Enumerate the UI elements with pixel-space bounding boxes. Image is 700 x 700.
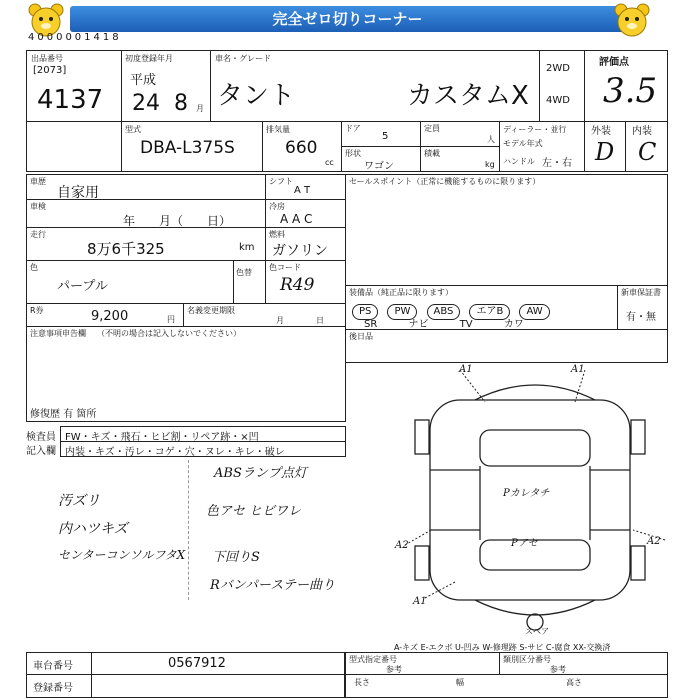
notes-sub: （不明の場合は記入しないでください）: [97, 329, 241, 338]
recycle-unit: 円: [167, 315, 175, 324]
score-label: 評価点: [599, 57, 629, 68]
load-unit: kg: [485, 160, 495, 169]
header: [0, 0, 700, 42]
equip-airbag: エアB: [469, 304, 510, 320]
model-value: DBA-L375S: [140, 138, 235, 158]
equip-navi: ナビ: [408, 319, 429, 330]
repair-history: [30, 405, 96, 420]
drive-2wd: 2WD: [546, 63, 570, 74]
sales-point-cell: [345, 174, 668, 286]
sales-point-label: セールスポイント（正常に機能するものに限ります）: [349, 177, 541, 186]
interior-score-cell: [625, 121, 668, 172]
fuel-value: ガソリン: [272, 243, 328, 259]
lot-cell: [26, 50, 122, 122]
reg-label: 登録番号: [33, 683, 73, 694]
mileage-value: 8万6千325: [87, 240, 165, 258]
warranty-value: 有・無: [626, 312, 656, 323]
mileage-unit: km: [239, 242, 255, 253]
color-code: R49: [280, 275, 315, 295]
deadline-cell: [183, 303, 346, 327]
mark-a1-front-left: A1: [459, 364, 473, 375]
registration-era: 平成: [130, 73, 157, 88]
height-label: 高さ: [566, 678, 582, 687]
mark-a1-rear: A1: [413, 596, 427, 607]
divider: [188, 460, 190, 600]
equip-ps: PS: [352, 304, 378, 320]
shift-value: A T: [294, 185, 311, 196]
note-right-3: 下回りS: [212, 550, 260, 565]
interior-legend: 内装・キズ・汚レ・コゲ・穴・ヌレ・キレ・破レ: [65, 447, 285, 458]
car-name-label: 車名・グレード: [215, 54, 271, 63]
reg-value-cell: [91, 674, 345, 698]
handle-label: ハンドル: [503, 157, 535, 166]
bear-logo-icon: [612, 2, 652, 38]
dealer-label: ディーラー・並行: [503, 125, 567, 134]
color-code-cell: [265, 260, 346, 304]
color-cell: [26, 260, 234, 304]
chassis-value-cell: [91, 652, 345, 675]
registration-cell: [121, 50, 211, 122]
equip-aw: AW: [519, 304, 549, 320]
interior-legend-row: [60, 441, 346, 457]
note-left-3: センターコンソルフタX: [58, 548, 186, 562]
model-cell: [121, 121, 263, 172]
body-value: ワゴン: [364, 161, 394, 172]
model-label: 型式: [125, 125, 141, 134]
equipment-cell: [345, 285, 618, 330]
inspection-label: 車検: [30, 202, 46, 211]
paint-cell: [233, 260, 266, 304]
recycle-value: 9,200: [91, 309, 129, 324]
interior-label: 内装: [632, 126, 652, 137]
car-name-cell: [210, 50, 540, 122]
displacement-unit: cc: [325, 158, 334, 167]
damage-legend: A-キズ E-エクボ U-凹み W-修理跡 S-サビ C-腐食 XX-交換済: [394, 643, 611, 652]
displacement-cell: [262, 121, 342, 172]
class-label: 類別区分番号: [503, 655, 551, 664]
usage-label: 車歴: [30, 177, 46, 186]
class-cell: [499, 652, 668, 675]
handle-value: 左・右: [542, 158, 572, 169]
exterior-legend-row: [60, 426, 346, 442]
displacement-label: 排気量: [266, 125, 290, 134]
chassis-label: 車台番号: [33, 661, 73, 672]
color-code-label: 色コード: [269, 263, 301, 272]
car-name: タント: [217, 81, 296, 111]
lot-code: [2073]: [33, 65, 67, 76]
inspector-label: 検査員: [26, 432, 56, 443]
class-ref: 参考: [550, 665, 566, 674]
car-grade: カスタムX: [407, 81, 529, 111]
recycle-cell: [26, 303, 184, 327]
spare-label: スペア: [525, 627, 549, 636]
equip-sr: SR: [364, 319, 378, 330]
load-label: 積載: [424, 149, 440, 158]
doors-cell: [341, 121, 421, 147]
score-value: 3.5: [603, 71, 658, 111]
equipment-label: 装備品（純正品に限ります）: [349, 288, 453, 297]
mark-a2-right: A2: [647, 536, 661, 547]
note-right-4: Rバンパーステー曲り: [210, 578, 335, 593]
note-left-1: 汚ズリ: [58, 493, 100, 509]
mark-a1-front-right: A1: [571, 364, 585, 375]
exterior-label: 外装: [591, 126, 611, 137]
ac-value: A A C: [280, 212, 313, 226]
equip-pw: PW: [387, 304, 417, 320]
body-cell: [341, 146, 421, 172]
exterior-score: D: [595, 138, 615, 166]
exterior-score-cell: [584, 121, 626, 172]
chassis-number: 0567912: [168, 656, 226, 671]
usage-cell: [26, 174, 266, 200]
drive-cell: [539, 50, 585, 122]
dealer-model-year: モデル年式: [503, 139, 543, 148]
mark-p-fade: Pアセ: [511, 538, 538, 549]
reg-label-cell: [26, 674, 92, 698]
deadline-day: 日: [316, 316, 324, 325]
dealer-cell: [499, 121, 585, 172]
note-right-1: ABSランプ点灯: [214, 466, 307, 481]
load-cell: [420, 146, 500, 172]
paint-label: 色替: [236, 268, 252, 277]
body-label: 形状: [345, 149, 361, 158]
repair-label: 修復歴: [30, 409, 60, 420]
shift-cell: [265, 174, 346, 200]
length-label: 長さ: [354, 678, 370, 687]
registration-label: 初度登録年月: [125, 54, 173, 63]
record-label: 記入欄: [26, 446, 56, 457]
warranty-label: 新車保証書: [621, 288, 661, 297]
deadline-month: 月: [276, 316, 284, 325]
type-cell: [345, 652, 500, 675]
repair-value: 有 箇所: [63, 409, 97, 420]
chassis-label-cell: [26, 652, 92, 675]
notes-label: 注意事項申告欄: [30, 329, 86, 338]
deadline-label: 名義変更期限: [187, 306, 235, 315]
color-value: パープル: [57, 279, 108, 294]
dimensions-cell: [345, 674, 668, 698]
equip-leather: カワ: [503, 319, 524, 330]
rear-seat-label: 後日品: [349, 332, 373, 341]
equip-abs: ABS: [427, 304, 461, 320]
top-strip: 4000001418: [28, 32, 122, 43]
equip-tv: TV: [459, 319, 473, 330]
usage-value: 自家用: [57, 185, 99, 201]
equipment-row-2: [364, 315, 524, 330]
recycle-label: R券: [30, 306, 44, 315]
damage-diagram: [395, 360, 675, 640]
fuel-label: 燃料: [269, 230, 285, 239]
width-label: 幅: [456, 678, 464, 687]
inspection-value: 年 月（ 日）: [123, 214, 232, 228]
interior-score: C: [638, 138, 657, 166]
score-cell: [584, 50, 668, 122]
registration-year: 24: [132, 91, 160, 116]
type-ref: 参考: [386, 665, 402, 674]
rear-seat-cell: [345, 329, 668, 363]
drive-4wd: 4WD: [546, 95, 570, 106]
mileage-label: 走行: [30, 230, 46, 239]
capacity-label: 定員: [424, 124, 440, 133]
note-right-2: 色アセ ヒビワレ: [206, 504, 302, 519]
shift-label: シフト: [269, 177, 293, 186]
lot-label: 出品番号: [31, 54, 63, 63]
type-label: 型式指定番号: [349, 655, 397, 664]
fuel-cell: [265, 227, 346, 261]
exterior-legend: FW・キズ・飛石・ヒビ割・リペア跡・×凹: [65, 432, 259, 443]
note-left-2: 内ハツキズ: [58, 521, 128, 537]
ac-cell: [265, 199, 346, 228]
registration-month: 8: [174, 91, 188, 116]
displacement-value: 660: [285, 138, 318, 158]
inspection-cell: [26, 199, 266, 228]
ac-label: 冷房: [269, 202, 285, 211]
warranty-cell: [617, 285, 668, 330]
mark-a2-left: A2: [395, 540, 409, 551]
registration-month-unit: 月: [196, 104, 204, 113]
lot-number: 4137: [37, 85, 104, 115]
capacity-cell: [420, 121, 500, 147]
banner-title: 完全ゼロ切りコーナー: [70, 6, 625, 32]
doors-label: ドア: [345, 124, 361, 133]
notes-cell: [26, 326, 346, 422]
mark-p-crack: Pカレタチ: [503, 488, 550, 499]
capacity-unit: 人: [487, 135, 495, 144]
car-outline-icon: [395, 360, 675, 640]
color-label: 色: [30, 263, 38, 272]
mileage-cell: [26, 227, 266, 261]
doors-value: 5: [382, 131, 389, 142]
